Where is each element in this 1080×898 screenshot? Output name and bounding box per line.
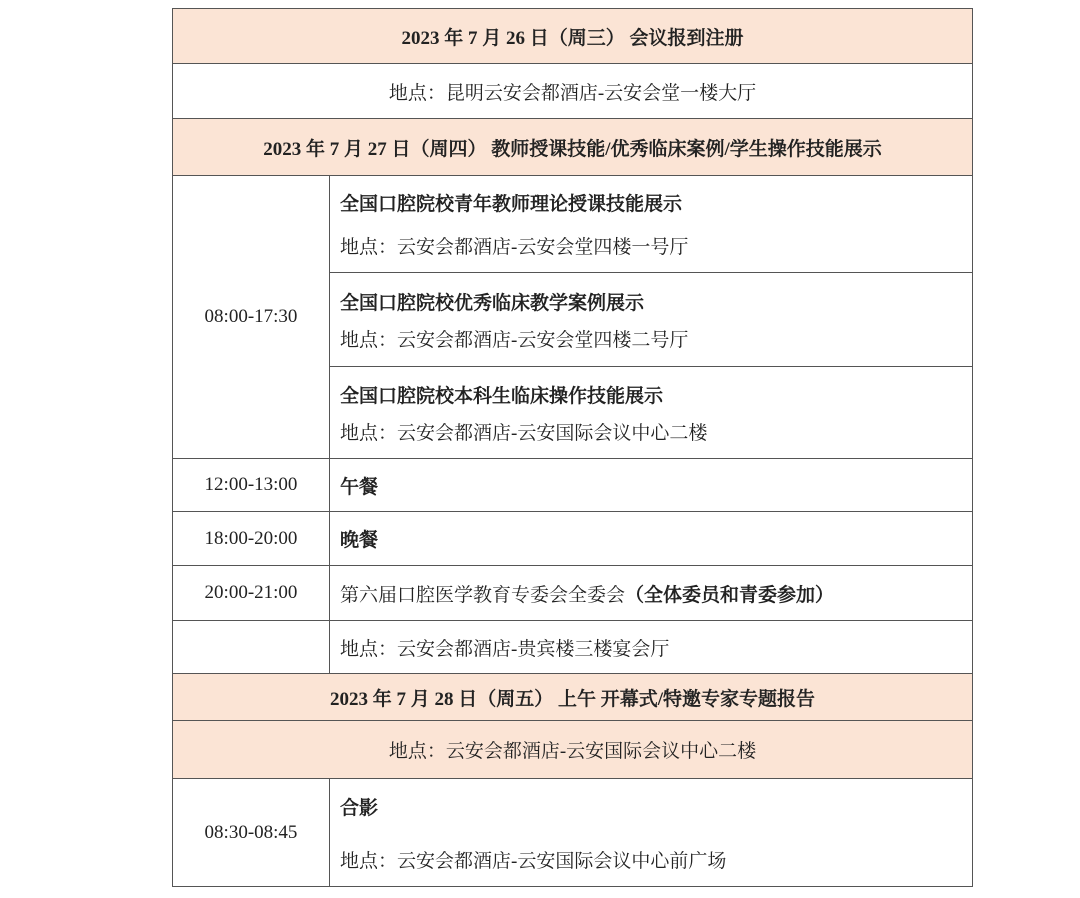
dinner-title: 晚餐: [340, 530, 379, 551]
meeting-location: 地点：云安会都酒店-贵宾楼三楼宴会厅: [330, 621, 973, 674]
meeting-cell: [330, 566, 973, 621]
time-cell: 08:00-17:30: [173, 176, 330, 459]
session-cell: [330, 273, 973, 367]
time-cell: 12:00-13:00: [173, 459, 330, 512]
dinner-cell: [330, 512, 973, 566]
session-title: 全国口腔院校青年教师理论授课技能展示: [340, 194, 683, 215]
session-location: 地点：云安会都酒店-云安会堂四楼二号厅: [340, 329, 689, 351]
session-cell: [330, 176, 973, 273]
session-title: 全国口腔院校优秀临床教学案例展示: [340, 292, 645, 314]
session-location: 地点：云安会都酒店-云安国际会议中心二楼: [340, 422, 708, 444]
time-cell: 20:00-21:00: [173, 566, 330, 621]
session-location: 地点：云安会都酒店-云安会堂四楼一号厅: [340, 237, 689, 258]
session-title: 全国口腔院校本科生临床操作技能展示: [340, 385, 664, 407]
meeting-title: 第六届口腔医学教育专委会全委会: [340, 584, 626, 606]
day3-header: 2023 年 7 月 28 日（周五） 上午 开幕式/特邀专家专题报告: [173, 674, 973, 721]
day1-location: 地点：昆明云安会都酒店-云安会堂一楼大厅: [173, 64, 973, 119]
photo-location: 地点：云安会都酒店-云安国际会议中心前广场: [340, 850, 727, 872]
day3-location: 地点：云安会都酒店-云安国际会议中心二楼: [173, 721, 973, 779]
day2-header: 2023 年 7 月 27 日（周四） 教师授课技能/优秀临床案例/学生操作技能展示: [173, 119, 973, 176]
empty-time-cell: [173, 621, 330, 674]
time-cell: 08:30-08:45: [173, 779, 330, 887]
session-cell: [330, 367, 973, 459]
day1-header: 2023 年 7 月 26 日（周三） 会议报到注册: [173, 9, 973, 64]
time-cell: 18:00-20:00: [173, 512, 330, 566]
lunch-title: 午餐: [340, 476, 379, 498]
photo-cell: [330, 779, 973, 887]
meeting-note: （全体委员和青委参加）: [625, 584, 835, 606]
schedule-table: [172, 8, 973, 887]
lunch-cell: [330, 459, 973, 512]
photo-title: 合影: [340, 797, 379, 819]
